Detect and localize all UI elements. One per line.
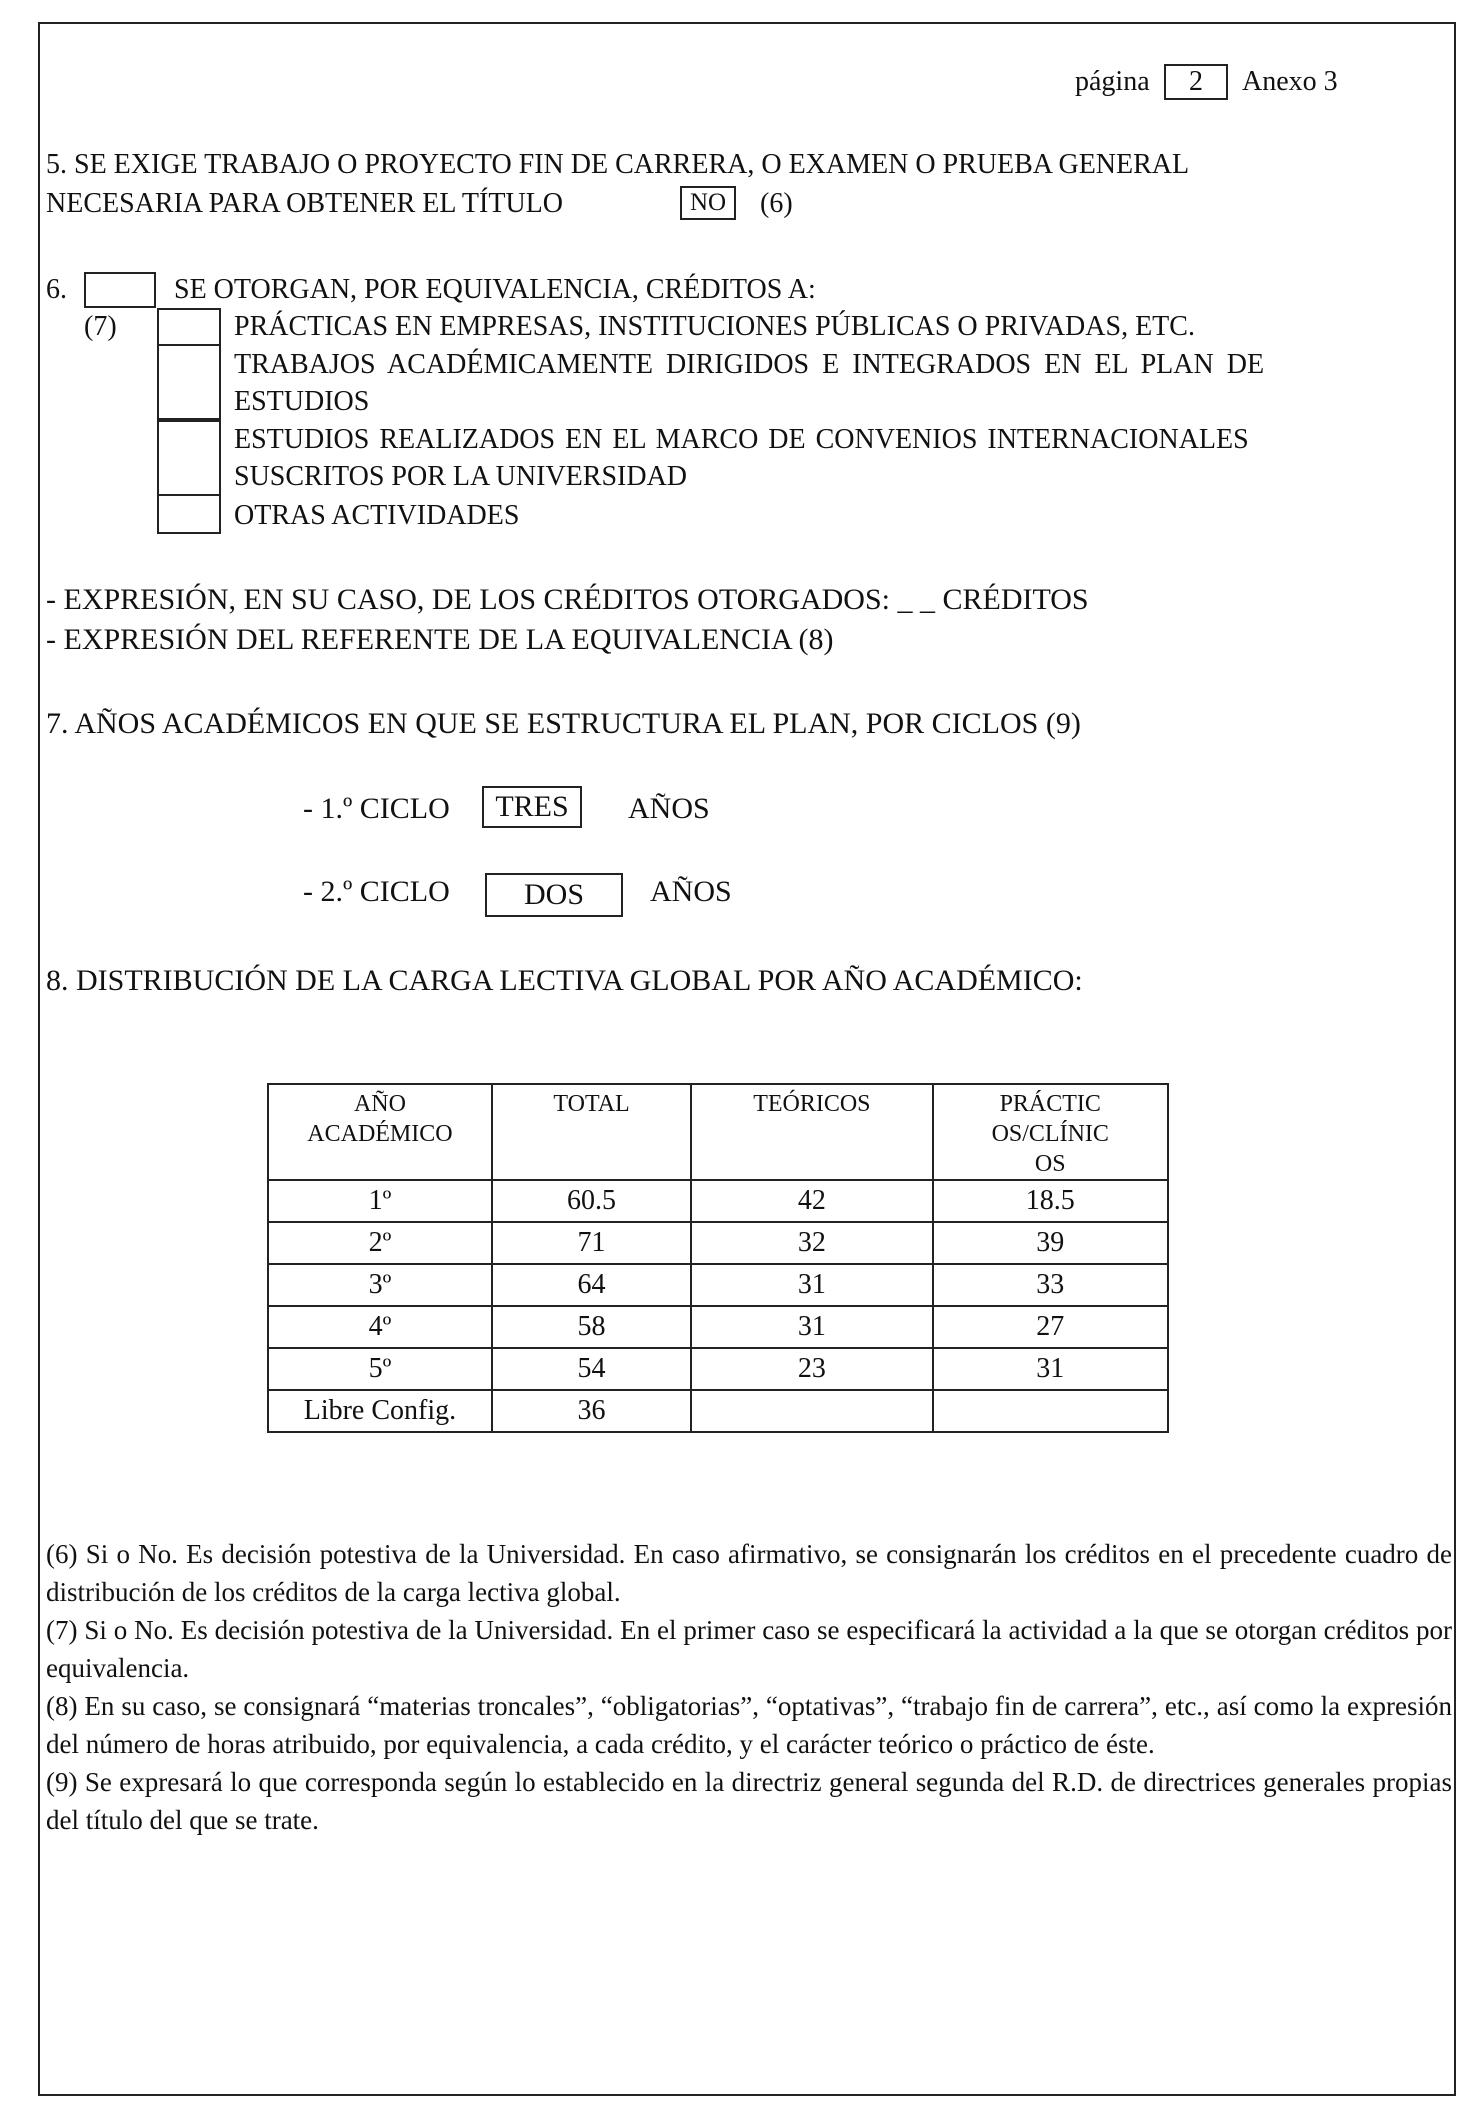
table-row bbox=[268, 1348, 1168, 1390]
table-row bbox=[268, 1390, 1168, 1432]
section5-line2: NECESARIA PARA OBTENER EL TÍTULO bbox=[46, 188, 563, 219]
cell-theory: 42 bbox=[691, 1180, 932, 1222]
footnotes bbox=[46, 1535, 1452, 1839]
table-header-row bbox=[268, 1084, 1168, 1180]
page-number: 2 bbox=[1189, 66, 1203, 97]
cycle2-years: AÑOS bbox=[650, 875, 732, 908]
section5-answer: NO bbox=[689, 189, 727, 216]
header-theory: TEÓRICOS bbox=[691, 1084, 932, 1180]
footnote: (7) Si o No. Es decisión potestiva de la Universidad. En el primer caso se especificará la actividad a la que se otorgan créditos por equivalencia. bbox=[46, 1615, 1452, 1683]
table-row bbox=[268, 1180, 1168, 1222]
cell-practice: 27 bbox=[933, 1306, 1168, 1348]
header-year: AÑO ACADÉMICO bbox=[268, 1084, 492, 1180]
cell-year: 3º bbox=[268, 1264, 492, 1306]
referent-line: - EXPRESIÓN DEL REFERENTE DE LA EQUIVALENCIA (8) bbox=[46, 623, 834, 656]
section6-heading: SE OTORGAN, POR EQUIVALENCIA, CRÉDITOS A: bbox=[174, 274, 816, 305]
cycle2-value-box bbox=[485, 873, 623, 917]
section6-note-ref: (7) bbox=[84, 311, 117, 342]
option-checkbox bbox=[157, 344, 221, 420]
cell-theory: 32 bbox=[691, 1222, 932, 1264]
cell-total: 58 bbox=[492, 1306, 691, 1348]
cycle1-label: - 1.º CICLO bbox=[303, 792, 450, 825]
section5-note-ref: (6) bbox=[760, 188, 793, 219]
footnote: (8) En su caso, se consignará “materias troncales”, “obligatorias”, “optativas”, “trabajo fin de carrera”, etc., así como la expresión del número de horas atribuido, por equivalencia, a cada crédito, y el carácter teórico o práctico de éste. bbox=[46, 1691, 1452, 1759]
option-text: OTRAS ACTIVIDADES bbox=[234, 500, 520, 531]
cell-practice: 39 bbox=[933, 1222, 1168, 1264]
cell-total: 71 bbox=[492, 1222, 691, 1264]
option-text: SUSCRITOS POR LA UNIVERSIDAD bbox=[234, 461, 688, 492]
cell-total: 60.5 bbox=[492, 1180, 691, 1222]
cycle2-label: - 2.º CICLO bbox=[303, 875, 450, 908]
cell-theory: 31 bbox=[691, 1264, 932, 1306]
section7-title: 7. AÑOS ACADÉMICOS EN QUE SE ESTRUCTURA EL PLAN, POR CICLOS (9) bbox=[46, 707, 1081, 740]
footnote: (9) Se expresará lo que corresponda según lo establecido en la directriz general segunda del R.D. de directrices generales propias del título del que se trate. bbox=[46, 1767, 1452, 1835]
cell-theory: 23 bbox=[691, 1348, 932, 1390]
footnote: (6) Si o No. Es decisión potestiva de la Universidad. En caso afirmativo, se consignarán los créditos en el precedente cuadro de distribución de los créditos de la carga lectiva global. bbox=[46, 1539, 1452, 1607]
cell-total: 36 bbox=[492, 1390, 691, 1432]
cell-theory bbox=[691, 1390, 932, 1432]
cycle2-value: DOS bbox=[523, 878, 584, 911]
page-number-box bbox=[1164, 64, 1228, 100]
option-text: TRABAJOS ACADÉMICAMENTE DIRIGIDOS E INTEGRADOS EN EL PLAN DE bbox=[234, 349, 1265, 380]
section5-line1: 5. SE EXIGE TRABAJO O PROYECTO FIN DE CARRERA, O EXAMEN O PRUEBA GENERAL bbox=[46, 149, 1190, 180]
option-text: PRÁCTICAS EN EMPRESAS, INSTITUCIONES PÚBLICAS O PRIVADAS, ETC. bbox=[234, 311, 1195, 342]
cell-total: 64 bbox=[492, 1264, 691, 1306]
cell-practice bbox=[933, 1390, 1168, 1432]
table-row bbox=[268, 1306, 1168, 1348]
cell-practice: 18.5 bbox=[933, 1180, 1168, 1222]
option-checkbox bbox=[157, 420, 221, 496]
cell-year: 5º bbox=[268, 1348, 492, 1390]
cell-year: 1º bbox=[268, 1180, 492, 1222]
annex-label: Anexo 3 bbox=[1242, 66, 1338, 97]
credits-line: - EXPRESIÓN, EN SU CASO, DE LOS CRÉDITOS OTORGADOS: _ _ CRÉDITOS bbox=[46, 583, 1089, 616]
page-label: página bbox=[1075, 66, 1150, 97]
cell-total: 54 bbox=[492, 1348, 691, 1390]
table-row bbox=[268, 1222, 1168, 1264]
header-total: TOTAL bbox=[492, 1084, 691, 1180]
section8-title: 8. DISTRIBUCIÓN DE LA CARGA LECTIVA GLOBAL POR AÑO ACADÉMICO: bbox=[46, 964, 1083, 997]
option-text: ESTUDIOS REALIZADOS EN EL MARCO DE CONVENIOS INTERNACIONALES bbox=[234, 424, 1249, 455]
cell-practice: 33 bbox=[933, 1264, 1168, 1306]
option-text: ESTUDIOS bbox=[234, 386, 370, 417]
section6-checkbox bbox=[84, 272, 156, 308]
cell-year: Libre Config. bbox=[268, 1390, 492, 1432]
option-checkbox bbox=[157, 308, 221, 346]
credit-distribution-table bbox=[267, 1083, 1169, 1433]
table-row bbox=[268, 1264, 1168, 1306]
cell-year: 4º bbox=[268, 1306, 492, 1348]
cycle1-value: TRES bbox=[495, 790, 569, 823]
header-practice: PRÁCTICOS/CLÍNICOS bbox=[933, 1084, 1168, 1180]
option-checkbox bbox=[157, 496, 221, 534]
section6-number: 6. bbox=[46, 274, 67, 305]
cell-practice: 31 bbox=[933, 1348, 1168, 1390]
cycle1-years: AÑOS bbox=[628, 792, 710, 825]
section5-answer-box bbox=[680, 186, 736, 220]
cycle1-value-box bbox=[482, 786, 582, 828]
cell-theory: 31 bbox=[691, 1306, 932, 1348]
cell-year: 2º bbox=[268, 1222, 492, 1264]
